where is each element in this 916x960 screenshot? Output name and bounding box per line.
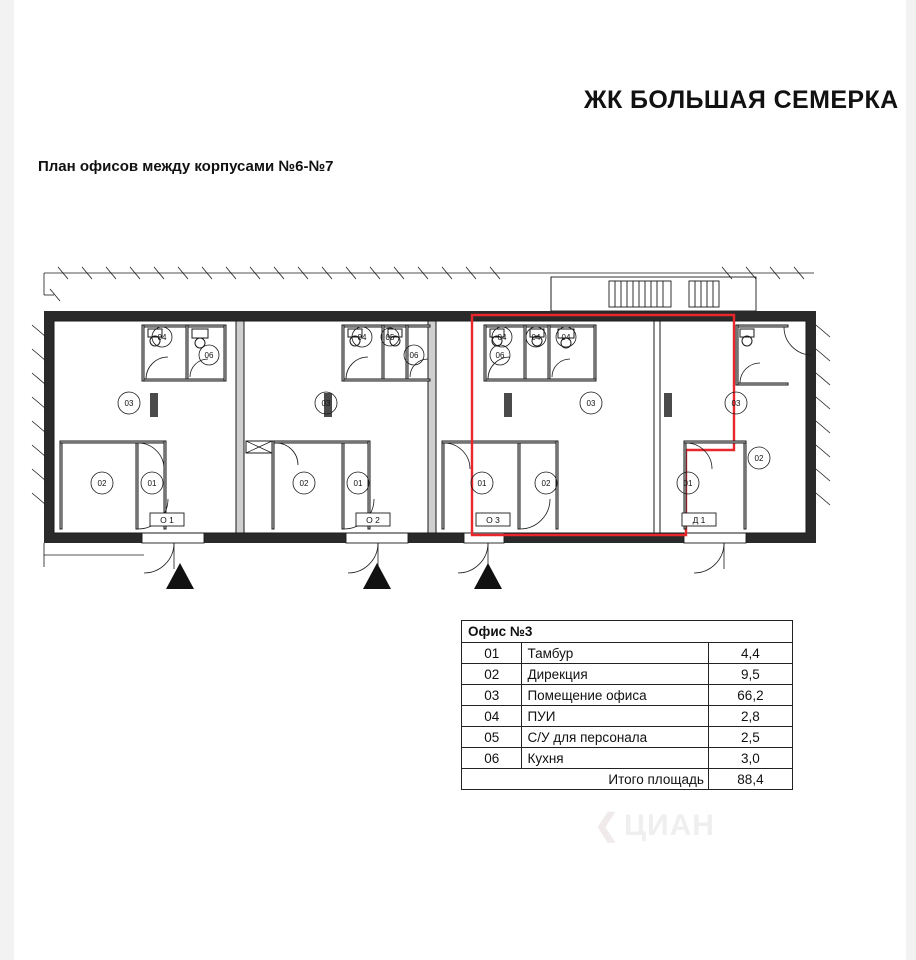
legend-area: 4,4 xyxy=(708,643,792,664)
svg-text:01: 01 xyxy=(683,479,693,488)
door-label-office3: О 3 xyxy=(486,515,500,525)
legend-table xyxy=(461,642,793,790)
svg-text:01: 01 xyxy=(147,479,157,488)
legend-code: 03 xyxy=(462,685,522,706)
legend-area: 3,0 xyxy=(708,748,792,769)
watermark xyxy=(594,808,715,843)
table-row xyxy=(462,643,793,664)
legend-room-name: Дирекция xyxy=(522,664,708,685)
svg-text:06: 06 xyxy=(495,351,505,360)
floor-plan-drawing xyxy=(24,245,834,595)
table-row xyxy=(462,748,793,769)
drawing-sheet xyxy=(14,0,906,960)
legend-room-name: С/У для персонала xyxy=(522,727,708,748)
legend-code: 02 xyxy=(462,664,522,685)
svg-text:03: 03 xyxy=(321,399,331,408)
table-row xyxy=(462,727,793,748)
table-row-total xyxy=(462,769,793,790)
svg-text:04: 04 xyxy=(157,333,167,342)
svg-text:04: 04 xyxy=(357,333,367,342)
svg-text:02: 02 xyxy=(299,479,309,488)
legend-code: 05 xyxy=(462,727,522,748)
legend-room-name: ПУИ xyxy=(522,706,708,727)
svg-text:04: 04 xyxy=(561,333,571,342)
svg-text:04: 04 xyxy=(497,333,507,342)
legend-total-area: 88,4 xyxy=(708,769,792,790)
legend-area: 2,5 xyxy=(708,727,792,748)
svg-text:05: 05 xyxy=(385,333,395,342)
svg-text:01: 01 xyxy=(353,479,363,488)
table-row xyxy=(462,706,793,727)
door-label-office4: Д 1 xyxy=(692,515,706,525)
table-row xyxy=(462,664,793,685)
svg-text:03: 03 xyxy=(124,399,134,408)
svg-text:06: 06 xyxy=(204,351,214,360)
legend-area: 2,8 xyxy=(708,706,792,727)
page-margin-right xyxy=(906,0,916,960)
legend-room-name: Помещение офиса xyxy=(522,685,708,706)
legend-title: Офис №3 xyxy=(461,620,793,642)
room-legend xyxy=(461,620,793,790)
page-subtitle: План офисов между корпусами №6-№7 xyxy=(38,158,334,175)
watermark-text: ЦИАН xyxy=(624,809,715,842)
svg-text:06: 06 xyxy=(409,351,419,360)
project-title: ЖК БОЛЬШАЯ СЕМЕРКА xyxy=(584,86,899,114)
table-row xyxy=(462,685,793,706)
svg-text:01: 01 xyxy=(477,479,487,488)
svg-text:02: 02 xyxy=(754,454,764,463)
legend-code: 04 xyxy=(462,706,522,727)
page-margin-left xyxy=(0,0,14,960)
legend-code: 06 xyxy=(462,748,522,769)
svg-text:04: 04 xyxy=(531,333,541,342)
legend-total-spacer xyxy=(462,769,522,790)
svg-text:02: 02 xyxy=(97,479,107,488)
legend-room-name: Тамбур xyxy=(522,643,708,664)
door-label-office1: О 1 xyxy=(160,515,174,525)
legend-code: 01 xyxy=(462,643,522,664)
watermark-logo-icon: ❮ xyxy=(594,809,621,842)
legend-area: 9,5 xyxy=(708,664,792,685)
legend-total-label: Итого площадь xyxy=(522,769,708,790)
door-label-office2: О 2 xyxy=(366,515,380,525)
svg-text:02: 02 xyxy=(541,479,551,488)
legend-area: 66,2 xyxy=(708,685,792,706)
legend-room-name: Кухня xyxy=(522,748,708,769)
svg-text:03: 03 xyxy=(731,399,741,408)
svg-text:03: 03 xyxy=(586,399,596,408)
